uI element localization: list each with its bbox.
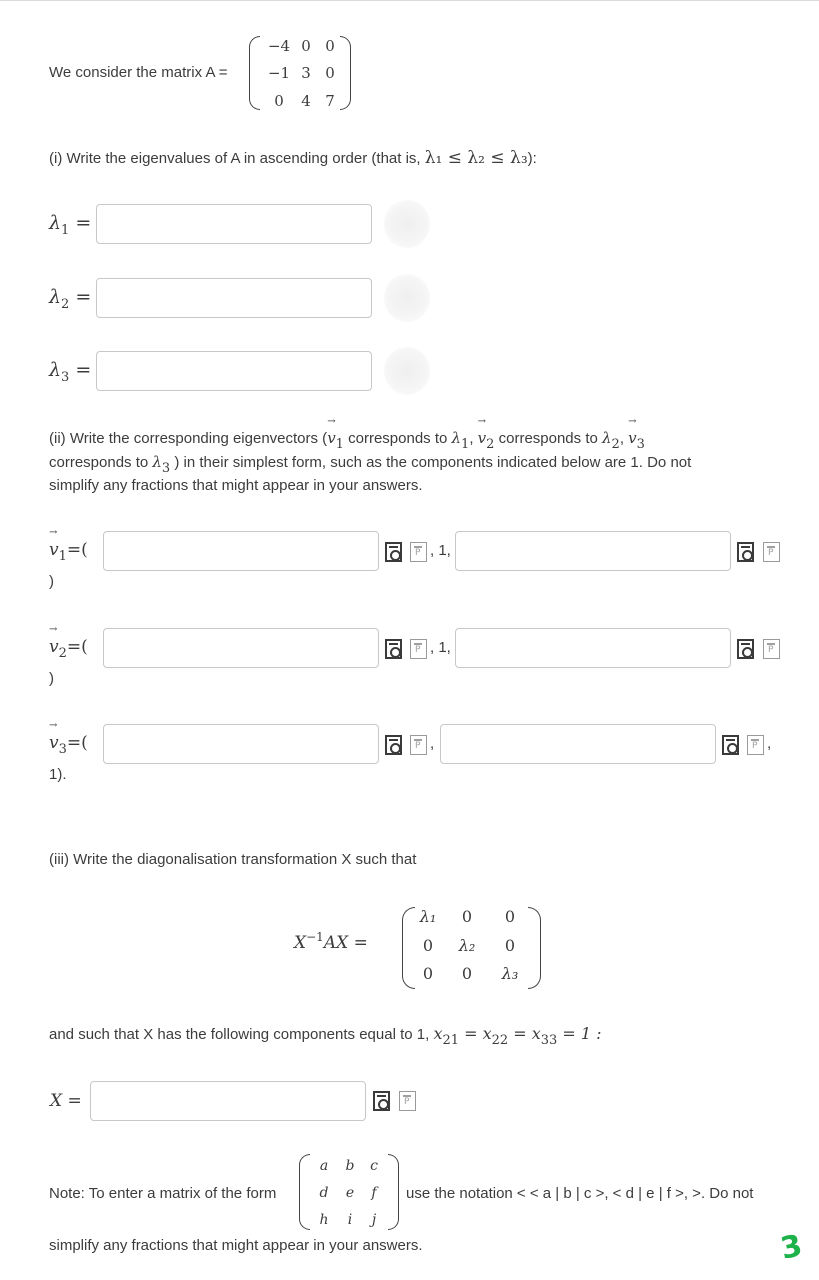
note-post: use the notation < < a | b | c >, < d | e | f >, >. Do not: [406, 1185, 754, 1202]
vector-3-separator: ,: [430, 735, 435, 752]
diag-cell: λ₁: [419, 907, 437, 926]
vector-1-subscript: 1: [58, 549, 67, 564]
vector-2-open: =(: [66, 637, 88, 657]
vector-1-close: ): [49, 573, 54, 590]
top-divider: [0, 0, 819, 1]
vector-1-open: =(: [66, 540, 88, 560]
note-matrix-cell: a: [319, 1158, 329, 1174]
part-i-prompt: (i) Write the eigenvalues of A in ascending order (that is, λ₁ ≤ λ₂ ≤ λ₃):: [49, 148, 537, 168]
paste-icon[interactable]: [763, 542, 780, 562]
vector-2-separator: , 1,: [430, 639, 451, 656]
vector-3-subscript: 3: [58, 742, 67, 757]
part-ii-line3: simplify any fractions that might appear in your answers.: [49, 477, 423, 494]
note-matrix-cell: d: [319, 1185, 329, 1201]
paste-icon[interactable]: [410, 735, 427, 755]
note-matrix-cell: f: [371, 1185, 377, 1201]
lambda-3-input[interactable]: [96, 351, 372, 391]
components-line: and such that X has the following components equal to 1, $x_{21} = x_{22} = x_{33} = 1$ :: [49, 1024, 602, 1048]
matrix-a-cell: 4: [301, 92, 311, 110]
lambda-3-label: $\lambda_3$ =: [49, 359, 92, 385]
answer-feedback-blur-1: [384, 200, 430, 248]
consider-label: We consider the matrix A =: [49, 64, 228, 81]
note-matrix-cell: i: [347, 1212, 353, 1228]
vector-2-label: [49, 637, 88, 661]
diag-cell: 0: [504, 907, 516, 926]
preview-icon[interactable]: [385, 542, 402, 562]
matrix-a-cell: 7: [325, 92, 335, 110]
vector-1-component-1-input[interactable]: [103, 531, 379, 571]
vector-3-component-2-input[interactable]: [440, 724, 716, 764]
note-matrix-cell: h: [319, 1212, 329, 1228]
preview-icon[interactable]: [385, 639, 402, 659]
matrix-a-cell: 3: [301, 64, 311, 82]
matrix-a-cell: 0: [301, 37, 311, 55]
note-pre: Note: To enter a matrix of the form: [49, 1185, 277, 1202]
preview-icon[interactable]: [722, 735, 739, 755]
paste-icon[interactable]: [410, 542, 427, 562]
part-ii-line2: corresponds to λ3 ) in their simplest form, such as the components indicated below are 1. Do not: [49, 453, 692, 476]
note-matrix-cell: b: [345, 1158, 355, 1174]
preview-icon[interactable]: [385, 735, 402, 755]
matrix-a-cell: 0: [325, 37, 335, 55]
paste-icon[interactable]: [763, 639, 780, 659]
vector-2-close: ): [49, 670, 54, 687]
diag-cell: 0: [504, 936, 516, 955]
note-matrix-cell: j: [371, 1212, 377, 1228]
lambda-1-input[interactable]: [96, 204, 372, 244]
vector-3-open: =(: [66, 733, 88, 753]
x-label: X =: [50, 1091, 82, 1111]
diag-cell: λ₂: [458, 936, 476, 955]
preview-icon[interactable]: [373, 1091, 390, 1111]
vector-1-component-3-input[interactable]: [455, 531, 731, 571]
diag-cell: 0: [461, 907, 473, 926]
vector-2-name: → $v_2$: [49, 637, 67, 657]
diag-right-paren: [528, 907, 541, 989]
handwritten-mark: 3: [777, 1228, 806, 1267]
preview-icon[interactable]: [737, 639, 754, 659]
vector-3-name: → $v_3$: [49, 733, 67, 753]
part-ii-line1: (ii) Write the corresponding eigenvectors (→ v1 corresponds to λ1, → v2 corresponds to λ2, → v3: [49, 429, 645, 447]
vector-2-subscript: 2: [58, 646, 67, 661]
note-right-paren: [388, 1154, 399, 1230]
answer-feedback-blur-2: [384, 274, 430, 322]
answer-feedback-blur-3: [384, 347, 430, 395]
vector-3-tail-separator: ,: [767, 735, 772, 752]
paste-icon[interactable]: [747, 735, 764, 755]
part-iii-prompt: (iii) Write the diagonalisation transformation X such that: [49, 851, 417, 868]
matrix-a-cell: 0: [325, 64, 335, 82]
vector-3-label: [49, 733, 88, 757]
diag-cell: 0: [461, 964, 473, 983]
matrix-x-input[interactable]: [90, 1081, 366, 1121]
matrix-left-paren: [249, 36, 260, 110]
lambda-1-subscript: 1: [61, 223, 70, 238]
diag-lhs: $X^{-1}AX$ =: [294, 930, 368, 953]
paste-icon[interactable]: [410, 639, 427, 659]
vector-3-component-1-input[interactable]: [103, 724, 379, 764]
vector-3-close: 1).: [49, 766, 67, 783]
note-matrix-cell: e: [345, 1185, 355, 1201]
paste-icon[interactable]: [399, 1091, 416, 1111]
vector-2-component-3-input[interactable]: [455, 628, 731, 668]
matrix-a-cell: −4: [267, 37, 291, 55]
vector-1-label: [49, 540, 88, 564]
diag-cell: 0: [422, 936, 434, 955]
note-line2: simplify any fractions that might appear in your answers.: [49, 1237, 423, 1254]
preview-icon[interactable]: [737, 542, 754, 562]
matrix-a-cell: 0: [274, 92, 284, 110]
matrix-a-cell: −1: [267, 64, 291, 82]
vector-2-component-1-input[interactable]: [103, 628, 379, 668]
lambda-2-subscript: 2: [61, 297, 70, 312]
lambda-3-subscript: 3: [61, 370, 70, 385]
vector-1-separator: , 1,: [430, 542, 451, 559]
vector-1-name: → $v_1$: [49, 540, 67, 560]
diag-cell: λ₃: [501, 964, 519, 983]
lambda-2-input[interactable]: [96, 278, 372, 318]
lambda-1-label: $\lambda_1$ =: [49, 212, 92, 238]
note-left-paren: [299, 1154, 310, 1230]
lambda-2-label: $\lambda_2$ =: [49, 286, 92, 312]
diag-cell: 0: [422, 964, 434, 983]
note-matrix-cell: c: [370, 1158, 378, 1174]
